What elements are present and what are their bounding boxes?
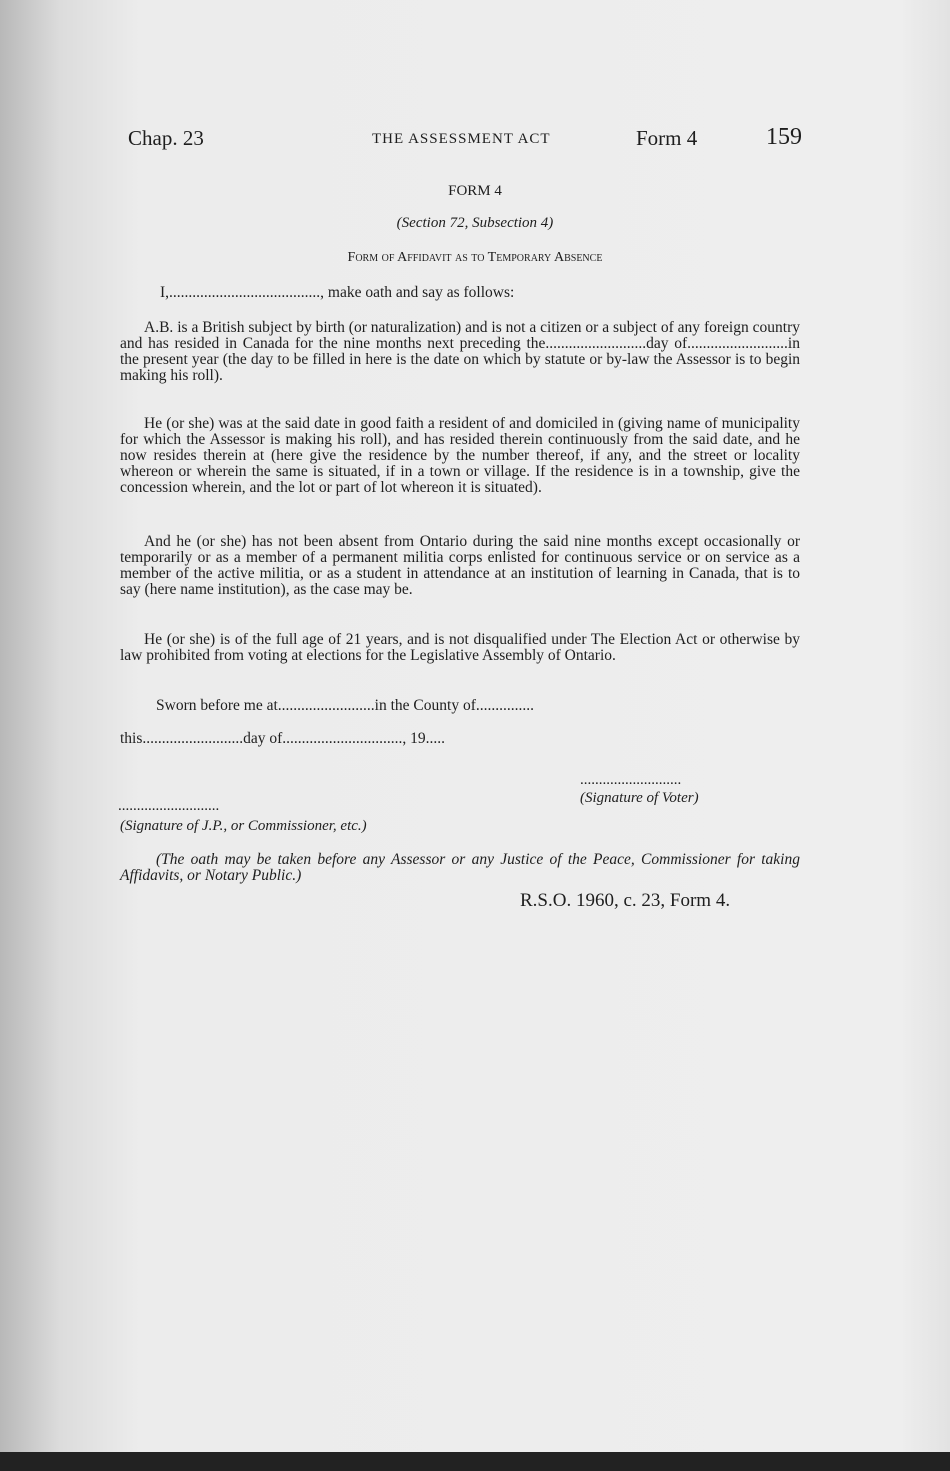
paragraph-residence: He (or she) was at the said date in good faith a resident of and domiciled in (giving name of municipality for which the Assessor is making his roll), and has resided therein continuously from the said date, and he now resides therein at (here give the residence by the number thereof, if any, and the street or locality whereon or wherein the same is situated, if in a town or village. If the residence is in a township, give the concession wherein, and the lot or part of lot whereon it is situated). — [120, 415, 800, 496]
form-label: Form 4 — [636, 126, 698, 150]
voter-dots: ........................... — [580, 772, 682, 788]
paragraph-age: He (or she) is of the full age of 21 years, and is not disqualified under The Election Act or otherwise by law prohibited from voting at elections for the Legislative Assembly of Ontario. — [120, 631, 800, 664]
page-number: 159 — [766, 124, 802, 150]
running-title: THE ASSESSMENT ACT — [372, 131, 551, 147]
jp-signature-label: (Signature of J.P., or Commissioner, etc.) — [120, 818, 367, 834]
oath-note: (The oath may be taken before any Assessor or any Justice of the Peace, Commissioner for taking Affidavits, or Notary Public.) — [120, 851, 800, 884]
paragraph-absence: And he (or she) has not been absent from Ontario during the said nine months except occasionally or temporarily or as a member of a permanent militia corps enlisted for continuous service or on service as a member of the active militia, or as a student in attendance at an institution of learning in Canada, that is to say (here name institution), as the case may be. — [120, 533, 800, 598]
sworn-line: Sworn before me at.........................in the County of............... — [156, 697, 534, 714]
paragraph-subject: A.B. is a British subject by birth (or naturalization) and is not a citizen or a subject of any foreign country and has resided in Canada for the nine months next preceding the..........................day of..........................in the present year (the day to be filled in here is the date on which by statute or by-law the Assessor is to begin making his roll). — [120, 319, 800, 384]
citation: R.S.O. 1960, c. 23, Form 4. — [520, 890, 731, 911]
section-ref: (Section 72, Subsection 4) — [396, 215, 554, 231]
form-title: FORM 4 — [448, 183, 502, 199]
oath-intro: I,......................................., make oath and say as follows: — [160, 284, 515, 301]
bottom-edge — [0, 1452, 950, 1471]
voter-signature-label: (Signature of Voter) — [580, 790, 699, 806]
chapter-label: Chap. 23 — [128, 126, 204, 150]
jp-dots: ........................... — [118, 798, 220, 814]
form-heading: Form of Affidavit as to Temporary Absence — [347, 250, 603, 265]
date-line: this..........................day of..............................., 19..... — [120, 730, 446, 747]
